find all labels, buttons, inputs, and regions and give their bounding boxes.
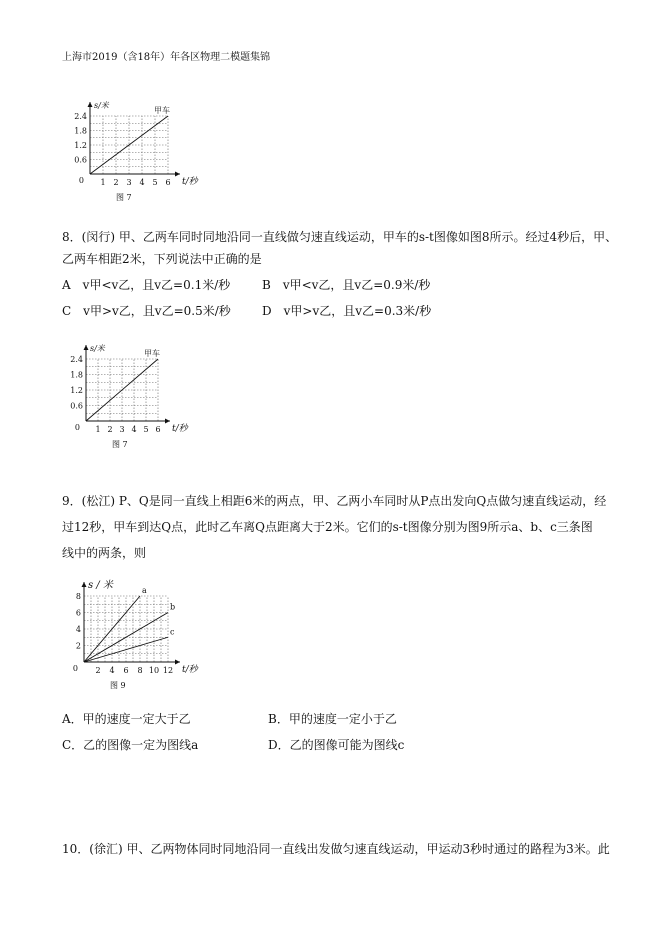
y-tick-label: 1.8 [70,370,83,380]
fig-q9-svg [62,572,212,694]
grid [84,596,168,662]
y-tick-label: 6 [75,608,81,618]
q9-line3: 线中的两条，则 [62,546,147,560]
x-tick-label: 6 [165,178,171,187]
figure-top [74,84,212,209]
y-tick-label: 0.6 [74,155,87,165]
fig-top-svg [74,84,212,209]
series-label: a [142,586,147,595]
x-axis-arrow [165,419,170,424]
x-axis-label: t/秒 [182,177,198,187]
y-axis-label: s / 米 [88,580,113,591]
y-tick-label: 2.4 [74,112,87,121]
x-tick-label: 3 [126,178,132,187]
figure-q9 [62,572,212,694]
q8-option-d: D v甲>v乙，且v乙=0.3米/秒 [262,304,432,318]
q9-option-b: B．甲的速度一定小于乙 [268,712,397,726]
q8-option-b: B v甲<v乙，且v乙=0.9米/秒 [262,278,431,292]
x-tick-label: 5 [143,425,149,434]
x-tick-label: 2 [95,666,101,675]
x-tick-label: 5 [152,178,158,187]
x-tick-label: 1 [100,178,106,187]
figure-caption: 图 7 [116,193,132,202]
series-label: 甲车 [154,106,170,115]
y-tick-label: 2 [75,641,81,651]
q8-option-c: C v甲>v乙，且v乙=0.5米/秒 [62,304,231,318]
y-tick-label: 1.2 [74,141,87,150]
origin-label: 0 [74,423,80,432]
y-tick-label: 8 [75,592,81,601]
figure-q8 [62,332,202,452]
y-axis-arrow [82,582,87,587]
x-tick-label: 2 [107,425,113,434]
q9-option-c: C．乙的图像一定为图线a [62,738,199,752]
y-axis-label: s/米 [90,344,105,353]
x-axis-arrow [175,172,180,177]
q9-line1: 9．(松江) P、Q是同一直线上相距6米的两点，甲、乙两小车同时从P点出发向Q点做匀速直线运动，经 [62,494,607,508]
x-tick-label: 8 [137,666,143,675]
x-tick-label: 6 [155,425,161,434]
origin-label: 0 [78,176,84,185]
x-tick-label: 3 [119,425,125,434]
series-label: 甲车 [144,349,160,358]
x-tick-label: 4 [131,425,137,434]
q8-option-a: A v甲<v乙，且v乙=0.1米/秒 [62,278,231,292]
origin-label: 0 [72,664,78,673]
figure-caption: 图 9 [110,681,126,690]
x-tick-label: 12 [162,666,174,675]
x-tick-label: 4 [139,178,145,187]
x-tick-label: 10 [148,666,160,675]
y-axis-arrow [84,345,89,350]
y-tick-label: 1.2 [70,386,83,395]
y-tick-label: 0.6 [70,401,83,411]
x-tick-label: 4 [109,666,115,675]
series-label: b [170,602,176,612]
page-header: 上海市2019（含18年）年各区物理二模题集锦 [62,52,271,63]
series-label: c [170,627,175,637]
y-tick-label: 1.8 [74,126,87,136]
y-tick-label: 2.4 [70,355,83,364]
x-tick-label: 2 [113,178,119,187]
y-axis-label: s/米 [94,101,109,110]
q8-line2: 乙两车相距2米，下列说法中正确的是 [62,252,262,266]
q9-option-d: D．乙的图像可能为图线c [268,738,405,752]
x-axis-label: t/秒 [172,424,188,434]
x-tick-label: 6 [123,666,129,675]
figure-caption: 图 7 [112,440,128,449]
q8-line1: 8．(闵行) 甲、乙两车同时同地沿同一直线做匀速直线运动，甲车的s-t图像如图8所示。经过4秒后，甲、 [62,230,618,244]
x-axis-arrow [175,660,180,665]
q10-line1: 10．(徐汇) 甲、乙两物体同时同地沿同一直线出发做匀速直线运动，甲运动3秒时通过的路程为3米。此 [62,842,610,856]
y-axis-arrow [88,102,93,107]
q9-line2: 过12秒，甲车到达Q点，此时乙车离Q点距离大于2米。它们的s-t图像分别为图9所示a、b、c三条图 [62,520,593,534]
y-tick-label: 4 [75,625,81,634]
x-axis-label: t/秒 [182,665,198,675]
x-tick-label: 1 [95,425,101,434]
fig-q8-svg [62,332,202,452]
q9-option-a: A．甲的速度一定大于乙 [62,712,191,726]
